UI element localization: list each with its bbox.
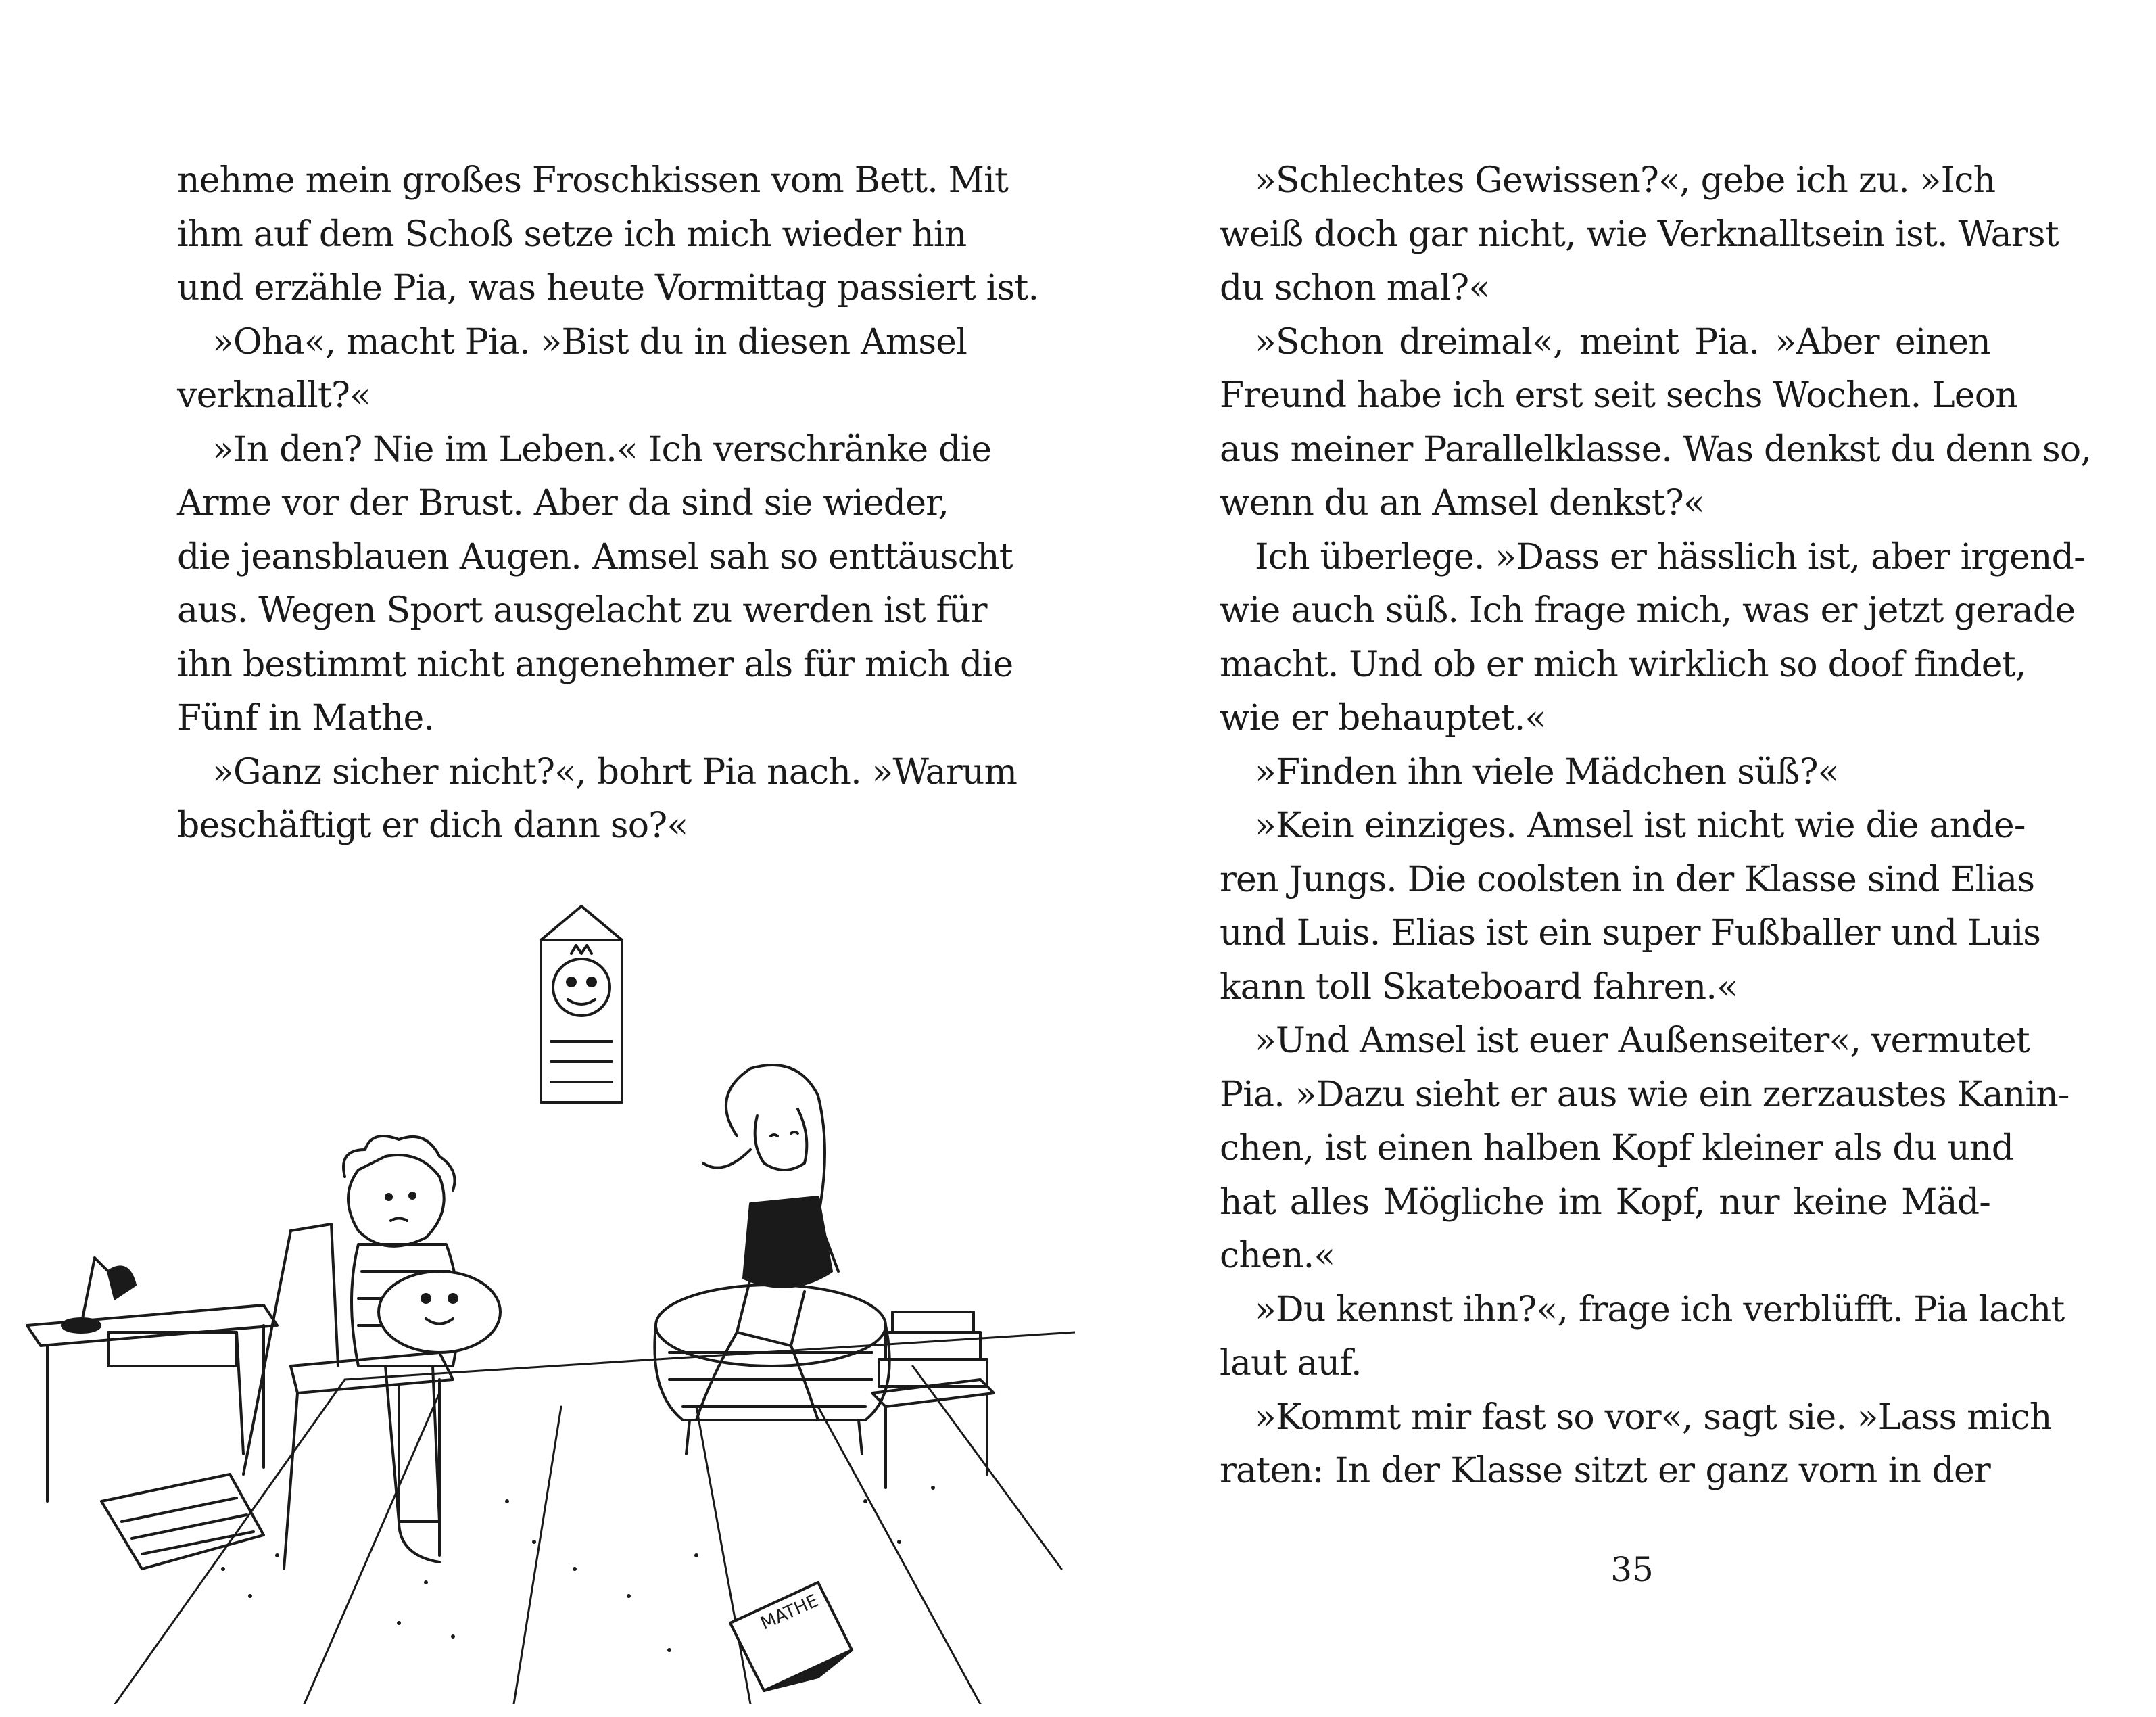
sheet-music <box>101 1474 264 1569</box>
text-line: weiß doch gar nicht, wie Verknalltsein ist. Warst <box>1220 214 2059 255</box>
text-line: verknallt?« <box>177 375 371 416</box>
text-line: »Schon dreimal«, meint Pia. »Aber einen <box>1255 321 1990 362</box>
text-line: beschäftigt er dich dann so?« <box>177 805 688 846</box>
text-line: »Kein einziges. Amsel ist nicht wie die ande- <box>1255 805 2026 846</box>
text-line: chen.« <box>1220 1236 1335 1276</box>
desk <box>27 1305 277 1501</box>
page-number: 35 <box>1610 1550 1654 1589</box>
text-line: aus. Wegen Sport ausgelacht zu werden ist für <box>177 590 987 631</box>
text-line: »Du kennst ihn?«, frage ich verblüfft. Pia lacht <box>1255 1289 2065 1330</box>
text-line: du schon mal?« <box>1220 268 1490 308</box>
text-line: die jeansblauen Augen. Amsel sah so enttäuscht <box>177 536 1013 578</box>
text-line: und erzähle Pia, was heute Vormittag passiert ist. <box>177 268 1039 308</box>
right-page <box>1078 0 2156 1717</box>
text-line: »Ganz sicher nicht?«, bohrt Pia nach. »Warum <box>212 751 1017 793</box>
text-line: Ich überlege. »Dass er hässlich ist, aber irgend- <box>1255 536 2085 578</box>
text-line: nehme mein großes Froschkissen vom Bett. Mit <box>177 160 1009 201</box>
text-line: laut auf. <box>1220 1343 1362 1384</box>
text-line: ihn bestimmt nicht angenehmer als für mich die <box>177 644 1013 685</box>
text-line: ren Jungs. Die coolsten in der Klasse sind Elias <box>1220 859 2035 900</box>
text-line: wie auch süß. Ich frage mich, was er jetzt gerade <box>1220 590 2076 631</box>
text-line: Pia. »Dazu sieht er aus wie ein zerzaustes Kanin- <box>1220 1074 2069 1115</box>
text-line: macht. Und ob er mich wirklich so doof findet, <box>1220 644 2026 685</box>
text-line: Freund habe ich erst seit sechs Wochen. Leon <box>1220 375 2017 416</box>
text-line: chen, ist einen halben Kopf kleiner als du und <box>1220 1128 2014 1169</box>
text-line: »Kommt mir fast so vor«, sagt sie. »Lass mich <box>1255 1396 2052 1438</box>
lamp <box>62 1258 135 1332</box>
text-line: Fünf in Mathe. <box>177 698 435 738</box>
text-line: Arme vor der Brust. Aber da sind sie wieder, <box>177 483 949 523</box>
text-line: ihm auf dem Schoß setze ich mich wieder hin <box>177 214 967 255</box>
text-line: »Oha«, macht Pia. »Bist du in diesen Amsel <box>212 321 967 362</box>
text-line: »Und Amsel ist euer Außenseiter«, vermutet <box>1255 1020 2030 1061</box>
left-text-column <box>177 154 1039 853</box>
text-line: »In den? Nie im Leben.« Ich verschränke die <box>212 429 992 470</box>
text-line: hat alles Mögliche im Kopf, nur keine Mäd- <box>1220 1181 1990 1223</box>
frog-poster <box>541 906 622 1102</box>
text-line: kann toll Skateboard fahren.« <box>1220 966 1738 1008</box>
text-line: »Finden ihn viele Mädchen süß?« <box>1255 751 1839 793</box>
math-book <box>730 1582 852 1691</box>
text-line: aus meiner Parallelklasse. Was denkst du denn so, <box>1220 429 2092 470</box>
text-line: wenn du an Amsel denkst?« <box>1220 483 1704 523</box>
text-line: wie er behauptet.« <box>1220 698 1546 738</box>
girl-on-chair <box>343 1136 500 1562</box>
room-illustration <box>20 893 1075 1704</box>
pouf <box>654 1285 889 1454</box>
right-text-column <box>1220 154 2092 1499</box>
math-book-label: MATHE <box>757 1591 822 1634</box>
text-line: und Luis. Elias ist ein super Fußballer und Luis <box>1220 913 2041 954</box>
text-line: »Schlechtes Gewissen?«, gebe ich zu. »Ich <box>1255 160 1996 201</box>
text-line: raten: In der Klasse sitzt er ganz vorn in der <box>1220 1451 1990 1491</box>
